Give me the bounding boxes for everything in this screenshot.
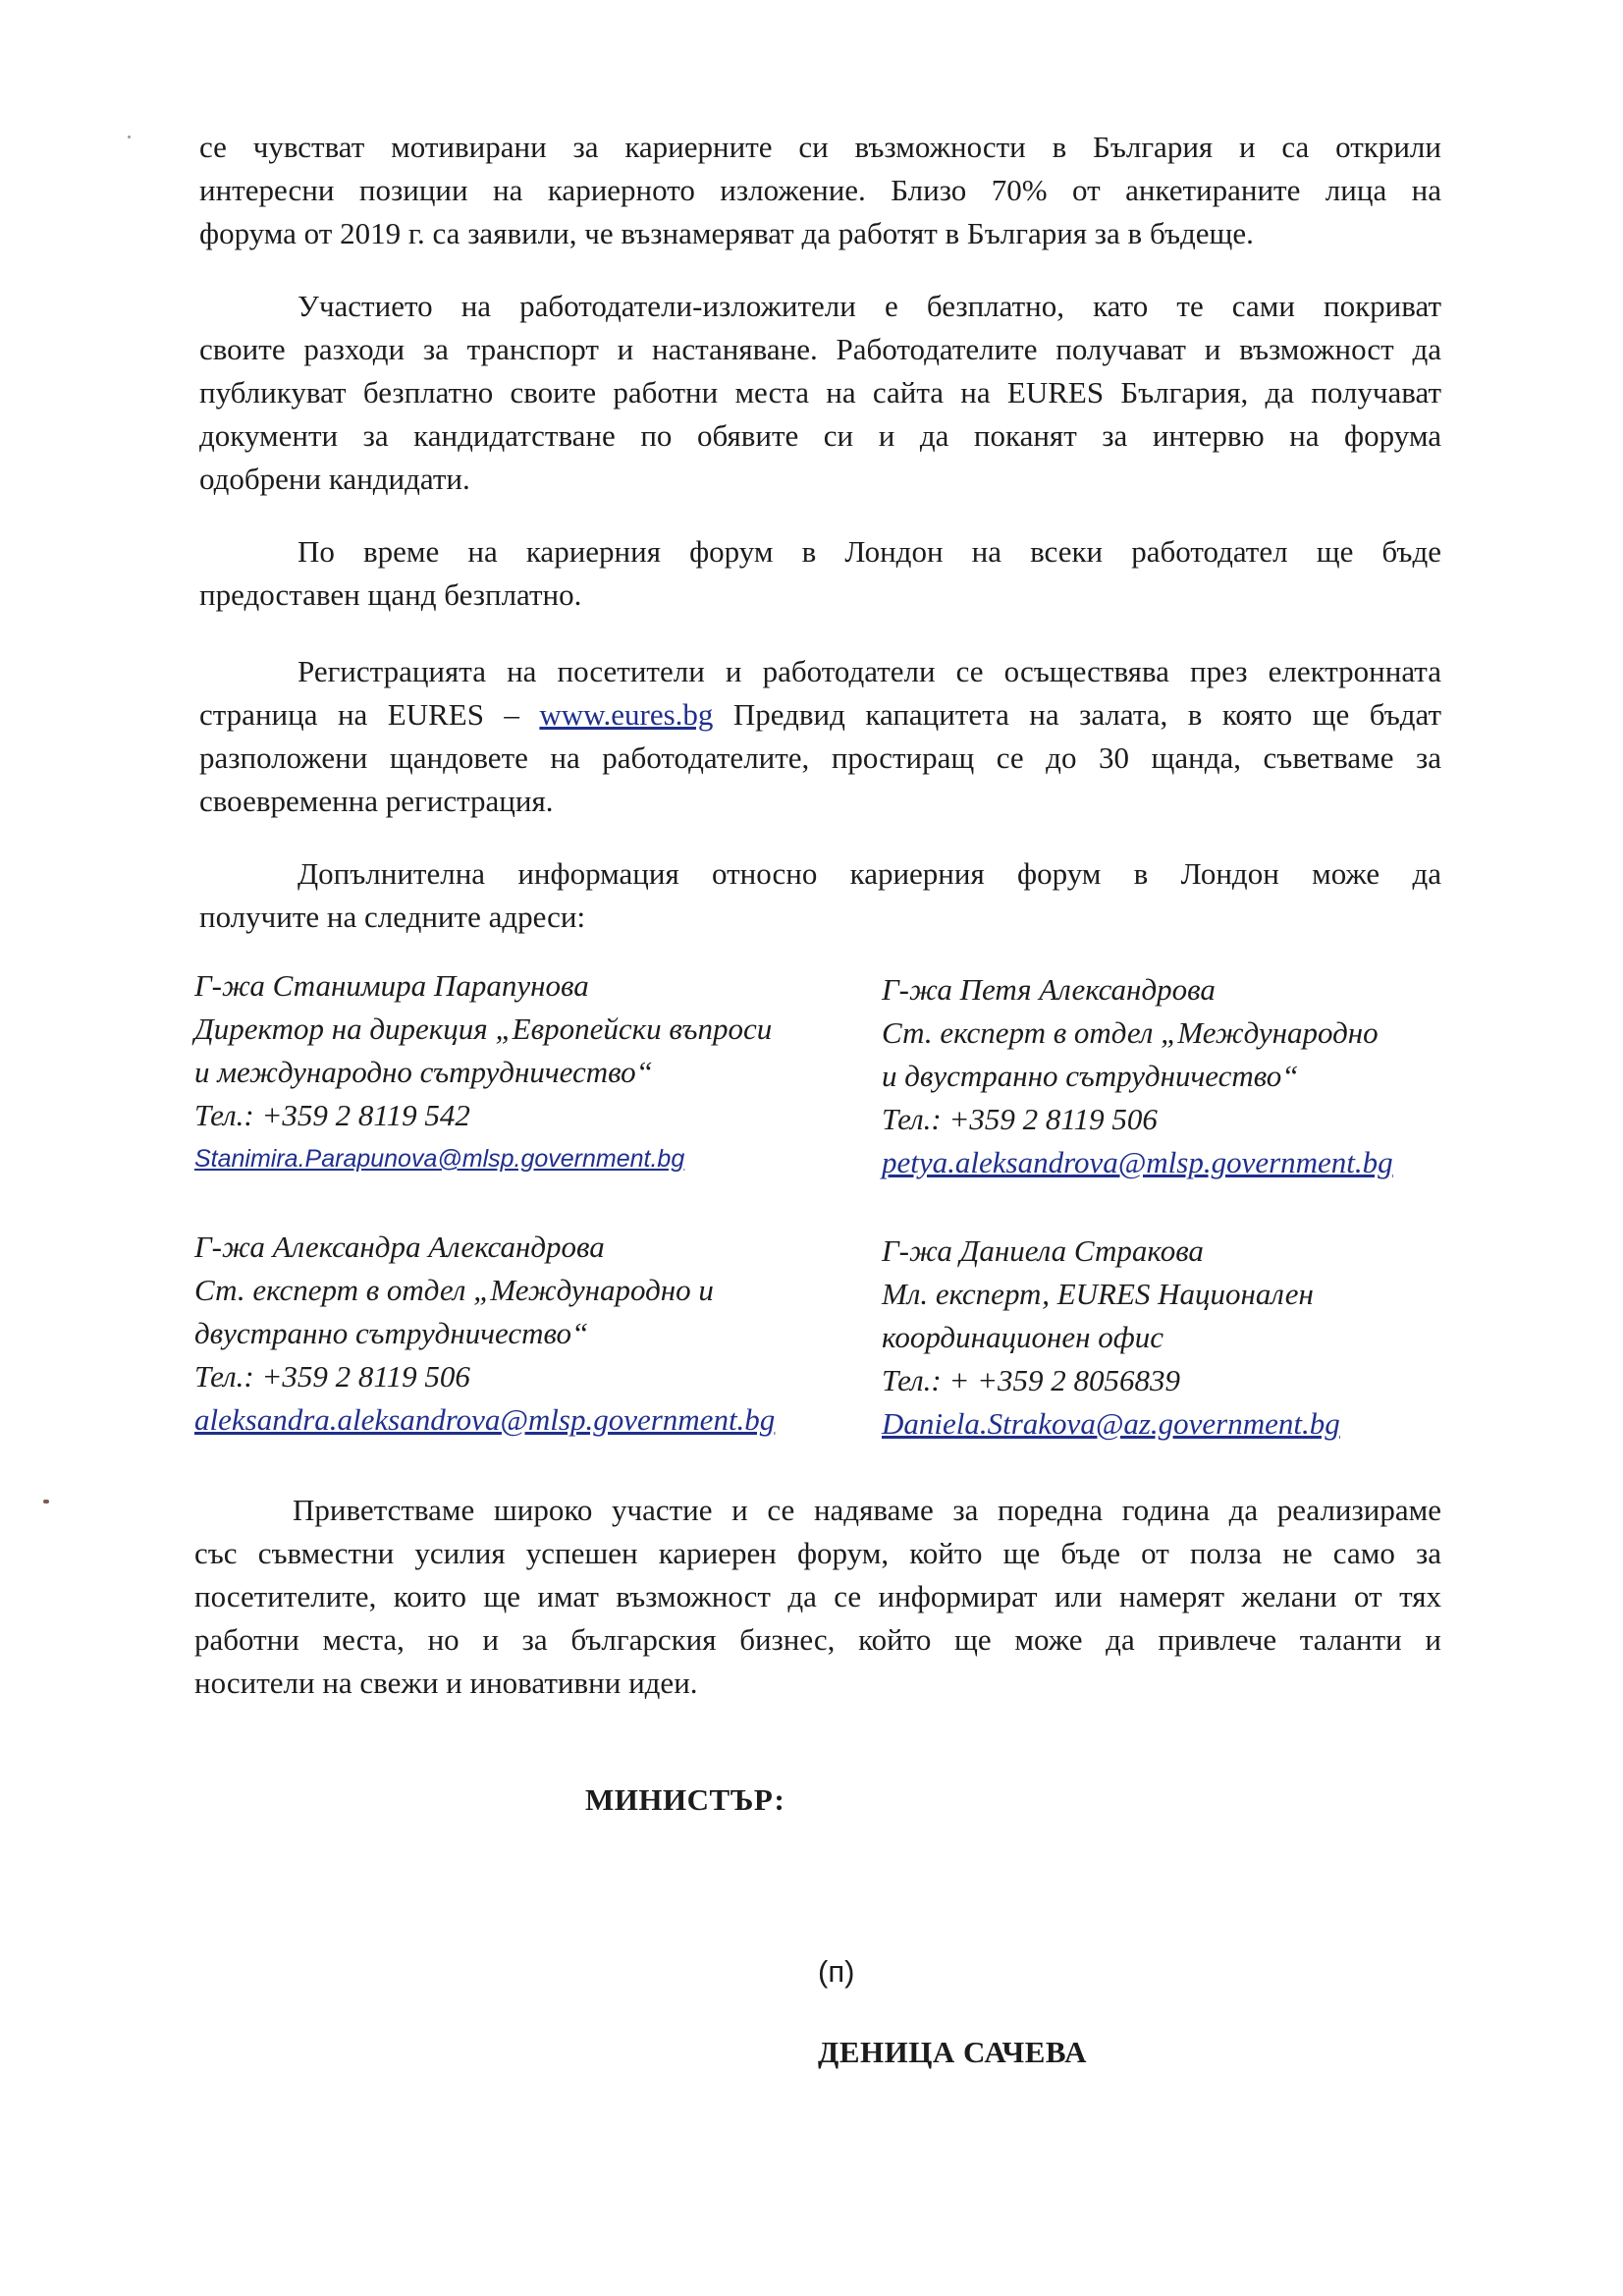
contact-phone: Тел.: +359 2 8119 506: [882, 1102, 1158, 1136]
text-line: Участието на работодатели-изложители е безплатно, като те сами покриват: [298, 289, 1441, 323]
contact-role: Ст. експерт в отдел „Международно: [882, 1015, 1379, 1050]
contact-email-link[interactable]: Daniela.Strakova@az.government.bg: [882, 1406, 1340, 1441]
scan-speck: [128, 136, 131, 138]
text-line: разположени щандовете на работодателите, простиращ се до 30 щанда, съветваме за: [199, 740, 1441, 775]
contact-name: Г-жа Даниела Стракова: [882, 1233, 1204, 1268]
minister-title: МИНИСТЪР:: [585, 1782, 785, 1817]
paragraph-more-info: [199, 852, 1441, 939]
text-line: се чувстват мотивирани за кариерните си възможности в България и са открили: [199, 130, 1441, 164]
text-line: Приветстваме широко участие и се надяваме за поредна година да реализираме: [293, 1493, 1441, 1527]
contact-phone: Тел.: +359 2 8119 506: [194, 1359, 470, 1394]
text-fragment: Предвид капацитета на залата, в която ще бъдат: [713, 697, 1441, 732]
text-line: със съвместни усилия успешен кариерен форум, който ще бъде от полза не само за: [194, 1536, 1441, 1570]
text-line: одобрени кандидати.: [199, 462, 470, 496]
text-line: получите на следните адреси:: [199, 900, 586, 934]
text-line: Регистрацията на посетители и работодатели се осъществява през електронната: [298, 654, 1441, 688]
contact-card: [882, 1230, 1510, 1446]
contact-role: Директор на дирекция „Европейски въпроси: [194, 1011, 773, 1046]
contact-role: Ст. експерт в отдел „Международно и: [194, 1273, 714, 1307]
contact-email-link[interactable]: petya.aleksandrova@mlsp.government.bg: [882, 1145, 1393, 1179]
text-line: [199, 693, 1441, 737]
contact-role: Мл. експерт, EURES Национален: [882, 1277, 1314, 1311]
paragraph-motivation: [199, 126, 1441, 255]
contact-role: и двустранно сътрудничество“: [882, 1059, 1299, 1093]
paragraph-registration: [199, 650, 1441, 823]
scan-speck: [43, 1500, 49, 1503]
text-line: носители на свежи и иновативни идеи.: [194, 1666, 698, 1700]
text-line: предоставен щанд безплатно.: [199, 577, 582, 612]
text-line: своевременна регистрация.: [199, 784, 554, 818]
contact-name: Г-жа Александра Александрова: [194, 1230, 605, 1264]
text-line: форума от 2019 г. са заявили, че възнамеряват да работят в България за в бъдеще.: [199, 216, 1254, 250]
text-line: документи за кандидатстване по обявите си и да поканят за интервю на форума: [199, 418, 1441, 453]
contact-phone: Тел.: + +359 2 8056839: [882, 1363, 1181, 1397]
text-line: посетителите, които ще имат възможност да се информират или намерят желани от тях: [194, 1579, 1441, 1613]
contact-role: координационен офис: [882, 1320, 1164, 1354]
contact-email-link[interactable]: Stanimira.Parapunova@mlsp.government.bg: [194, 1145, 685, 1173]
contact-name: Г-жа Станимира Парапунова: [194, 968, 589, 1003]
contact-name: Г-жа Петя Александрова: [882, 972, 1216, 1007]
signer-name: ДЕНИЦА САЧЕВА: [818, 2035, 1088, 2069]
text-line: Допълнителна информация относно кариерния форум в Лондон може да: [298, 856, 1441, 891]
contact-card: [882, 968, 1510, 1184]
contact-role: двустранно сътрудничество“: [194, 1316, 589, 1350]
text-line: своите разходи за транспорт и настаняване. Работодателите получават и възможност да: [199, 332, 1441, 366]
contact-card: [194, 1226, 823, 1442]
paragraph-closing: [194, 1489, 1441, 1705]
signature-mark: (п): [818, 1954, 855, 1989]
text-line: По време на кариерния форум в Лондон на всеки работодател ще бъде: [298, 534, 1441, 569]
contact-role: и международно сътрудничество“: [194, 1055, 653, 1089]
eures-website-link[interactable]: www.eures.bg: [539, 697, 714, 732]
contact-phone: Тел.: +359 2 8119 542: [194, 1098, 470, 1132]
text-line: интересни позиции на кариерното изложение. Близо 70% от анкетираните лица на: [199, 173, 1441, 207]
text-fragment: страница на EURES –: [199, 697, 540, 732]
text-line: публикуват безплатно своите работни места на сайта на EURES България, да получават: [199, 375, 1441, 410]
contact-email-link[interactable]: aleksandra.aleksandrova@mlsp.government.bg: [194, 1402, 776, 1437]
text-line: работни места, но и за българския бизнес, който ще може да привлече таланти и: [194, 1622, 1441, 1657]
contact-card: [194, 964, 823, 1180]
paragraph-participation: [199, 285, 1441, 501]
paragraph-stand: [199, 530, 1441, 617]
